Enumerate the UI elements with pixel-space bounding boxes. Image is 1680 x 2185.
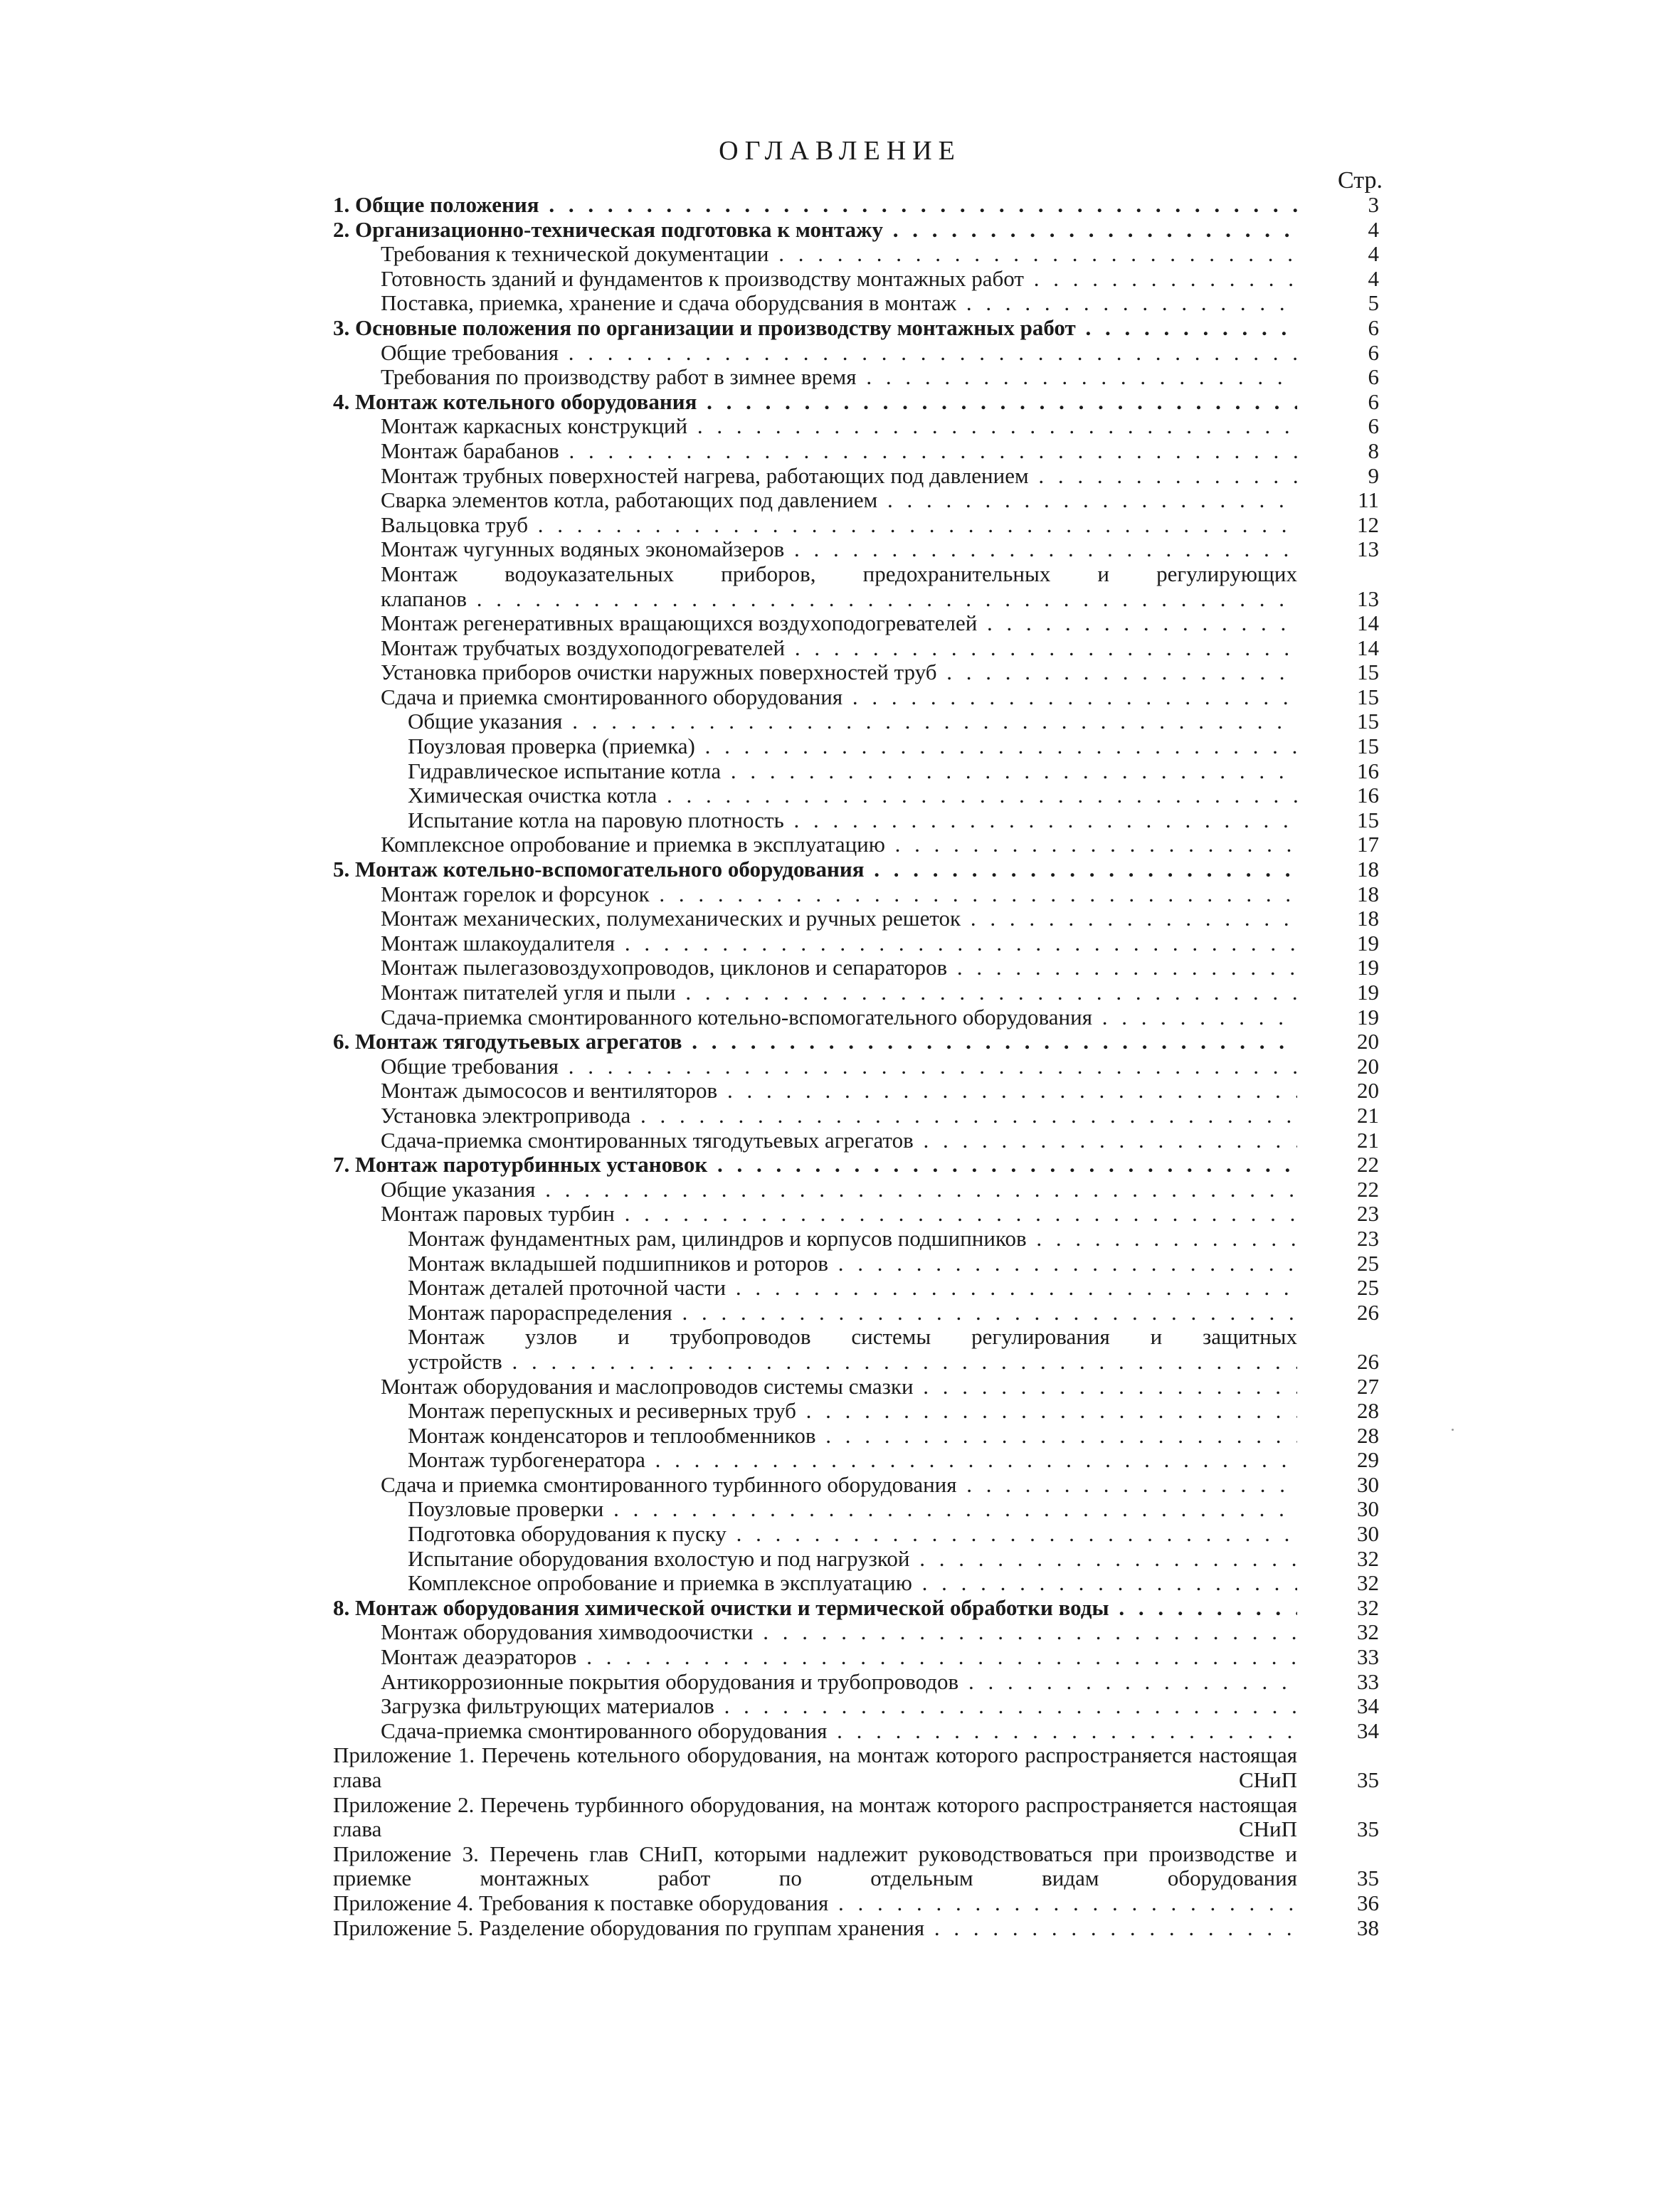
toc-entry bbox=[333, 439, 1379, 464]
toc-entry bbox=[333, 660, 1379, 685]
toc-entry-page: 18 bbox=[1357, 906, 1379, 931]
toc-entry bbox=[333, 1153, 1379, 1178]
toc-entry-title: Монтаж горелок и форсунок . . . bbox=[381, 882, 1297, 907]
toc-entry-title: Сдача-приемка смонтированного котельно-вспомогательного оборудования . . . bbox=[381, 1005, 1297, 1030]
toc-entry-title: Монтаж турбогенератора . . . bbox=[408, 1448, 1297, 1473]
toc-entry-page: 22 bbox=[1357, 1176, 1379, 1202]
toc-entry-page: 19 bbox=[1357, 955, 1379, 980]
toc-entry bbox=[333, 1399, 1379, 1424]
toc-entry-title: Монтаж шлакоудалителя . . . bbox=[381, 931, 1297, 956]
toc-entry bbox=[333, 1301, 1379, 1326]
toc-entry bbox=[333, 218, 1379, 243]
toc-entry-page: 18 bbox=[1357, 881, 1379, 906]
toc-entry bbox=[333, 390, 1379, 415]
toc-entry-page: 29 bbox=[1357, 1447, 1379, 1473]
toc-entry bbox=[333, 562, 1379, 611]
page-title: ОГЛАВЛЕНИЕ bbox=[719, 136, 961, 166]
toc-entry-title: 7. Монтаж паротурбинных установок . . . bbox=[333, 1153, 1297, 1178]
toc-entry bbox=[333, 1005, 1379, 1030]
toc-entry-title: Гидравлическое испытание котла . . . bbox=[408, 759, 1297, 784]
toc-entry-title: Монтаж пылегазовоздухопроводов, циклонов и сепараторов . . . bbox=[381, 956, 1297, 980]
toc-entry-title: Поузловая проверка (приемка) . . . bbox=[408, 734, 1297, 759]
toc-entry-title: Общие требования . . . bbox=[381, 341, 1297, 366]
toc-entry-page: 20 bbox=[1357, 1053, 1379, 1079]
toc-entry-page: 14 bbox=[1357, 635, 1379, 660]
toc-entry-title: Монтаж механических, полумеханических и ручных решеток . . . bbox=[381, 906, 1297, 931]
toc-entry bbox=[333, 685, 1379, 710]
toc-entry bbox=[333, 1448, 1379, 1473]
toc-entry bbox=[333, 1694, 1379, 1719]
toc-entry-page: 17 bbox=[1357, 832, 1379, 857]
page-column-label: Стр. bbox=[1338, 167, 1383, 194]
toc-entry-title: Приложение 1. Перечень котельного оборудования, на монтаж которого распространяется настоящая глава СНиП bbox=[333, 1743, 1297, 1792]
toc-appendix-entry bbox=[333, 1743, 1379, 1792]
toc-entry-title: Вальцовка труб . . . bbox=[381, 513, 1297, 538]
toc-appendix-entry bbox=[333, 1842, 1379, 1891]
toc-entry bbox=[333, 734, 1379, 759]
toc-entry-title: 1. Общие положения . . . bbox=[333, 193, 1297, 218]
toc-entry-page: 26 bbox=[1357, 1299, 1379, 1325]
toc-entry-title: Монтаж деталей проточной части . . . bbox=[408, 1276, 1297, 1301]
toc-appendix-entry bbox=[333, 1891, 1379, 1916]
toc-entry-title: Монтаж оборудования химводоочистки . . . bbox=[381, 1620, 1297, 1645]
toc-entry-page: 12 bbox=[1357, 512, 1379, 537]
toc-entry-page: 16 bbox=[1357, 758, 1379, 783]
toc-entry-title: Приложение 3. Перечень глав СНиП, которыми надлежит руководствоваться при производстве и приемке монтажных работ по отдельным видам оборудования bbox=[333, 1841, 1297, 1891]
toc-entry-page: 23 bbox=[1357, 1201, 1379, 1227]
toc-entry-page: 19 bbox=[1357, 1004, 1379, 1030]
toc-entry bbox=[333, 1104, 1379, 1128]
toc-entry-title: Монтаж фундаментных рам, цилиндров и корпусов подшипников . . . bbox=[408, 1227, 1297, 1252]
toc-entry-title: Сдача и приемка смонтированного турбинного оборудования . . . bbox=[381, 1473, 1297, 1498]
toc-entry-title: Монтаж перепускных и ресиверных труб . . . bbox=[408, 1399, 1297, 1424]
toc-entry bbox=[333, 1497, 1379, 1522]
toc-entry-title: Сдача-приемка смонтированных тягодутьевых агрегатов . . . bbox=[381, 1128, 1297, 1153]
toc-entry-title: Монтаж регенеративных вращающихся воздухоподогревателей . . . bbox=[381, 611, 1297, 636]
toc-entry bbox=[333, 242, 1379, 267]
toc-entry-page: 21 bbox=[1357, 1102, 1379, 1128]
toc-entry-title: Сдача и приемка смонтированного оборудования . . . bbox=[381, 685, 1297, 710]
toc-entry-title: Монтаж конденсаторов и теплообменников . . . bbox=[408, 1424, 1297, 1449]
toc-entry-page: 28 bbox=[1357, 1398, 1379, 1424]
toc-entry-page: 36 bbox=[1357, 1890, 1379, 1915]
toc-entry bbox=[333, 931, 1379, 956]
toc-entry-page: 32 bbox=[1357, 1545, 1379, 1571]
toc-entry-title: Общие указания . . . bbox=[408, 709, 1297, 734]
toc-entry-page: 35 bbox=[1357, 1767, 1379, 1792]
toc-entry-title: Сварка элементов котла, работающих под давлением . . . bbox=[381, 488, 1297, 513]
toc-entry-title: Требования к технической документации . . . bbox=[381, 242, 1297, 267]
toc-entry-page: 35 bbox=[1357, 1816, 1379, 1842]
toc-entry-page: 9 bbox=[1368, 462, 1379, 488]
toc-entry bbox=[333, 1252, 1379, 1276]
toc-entry-page: 32 bbox=[1357, 1594, 1379, 1620]
toc-entry-page: 15 bbox=[1357, 807, 1379, 832]
scan-speck bbox=[1452, 1429, 1454, 1431]
toc-entry bbox=[333, 488, 1379, 513]
toc-entry bbox=[333, 636, 1379, 661]
toc-entry-title: Монтаж деаэраторов . . . bbox=[381, 1645, 1297, 1670]
toc-entry bbox=[333, 193, 1379, 218]
toc-entry-page: 33 bbox=[1357, 1668, 1379, 1694]
toc-entry-title: Общие требования . . . bbox=[381, 1054, 1297, 1079]
toc-appendix-entry bbox=[333, 1916, 1379, 1941]
toc-entry bbox=[333, 1227, 1379, 1252]
toc-entry-title: Монтаж вкладышей подшипников и роторов . . . bbox=[408, 1252, 1297, 1276]
toc-entry-page: 15 bbox=[1357, 660, 1379, 685]
toc-entry bbox=[333, 1473, 1379, 1498]
toc-entry bbox=[333, 267, 1379, 292]
toc-entry bbox=[333, 1054, 1379, 1079]
toc-entry-page: 35 bbox=[1357, 1866, 1379, 1891]
toc-entry-title: Монтаж водоуказательных приборов, предохранительных и регулирующих клапанов . . . bbox=[381, 562, 1297, 611]
toc-entry bbox=[333, 1424, 1379, 1449]
toc-entry-title: Комплексное опробование и приемка в эксплуатацию . . . bbox=[408, 1571, 1297, 1596]
toc-entry-page: 25 bbox=[1357, 1275, 1379, 1301]
toc-entry-title: Готовность зданий и фундаментов к производству монтажных работ . . . bbox=[381, 267, 1297, 292]
toc-entry-page: 15 bbox=[1357, 709, 1379, 734]
toc-entry bbox=[333, 1128, 1379, 1153]
toc-entry-title: 4. Монтаж котельного оборудования . . . bbox=[333, 390, 1297, 415]
toc-entry-title: Монтаж трубных поверхностей нагрева, работающих под давлением . . . bbox=[381, 464, 1297, 489]
toc-entry-page: 21 bbox=[1357, 1127, 1379, 1153]
toc-entry-page: 5 bbox=[1368, 290, 1379, 316]
toc-entry-title: Антикоррозионные покрытия оборудования и трубопроводов . . . bbox=[381, 1670, 1297, 1695]
toc-entry-page: 32 bbox=[1357, 1619, 1379, 1645]
toc-entry-page: 25 bbox=[1357, 1250, 1379, 1276]
toc-entry-page: 32 bbox=[1357, 1570, 1379, 1596]
toc-entry-title: Монтаж дымососов и вентиляторов . . . bbox=[381, 1079, 1297, 1104]
toc-entry-title: Подготовка оборудования к пуску . . . bbox=[408, 1522, 1297, 1547]
toc-entry-page: 19 bbox=[1357, 930, 1379, 956]
toc-entry-title: Общие указания . . . bbox=[381, 1178, 1297, 1202]
toc-entry-page: 6 bbox=[1368, 339, 1379, 365]
toc-entry bbox=[333, 857, 1379, 882]
toc-entry-title: Приложение 4. Требования к поставке оборудования . . . bbox=[333, 1891, 1297, 1916]
toc-entry-page: 4 bbox=[1368, 241, 1379, 267]
toc-entry-title: Комплексное опробование и приемка в эксплуатацию . . . bbox=[381, 832, 1297, 857]
toc-entry bbox=[333, 1719, 1379, 1744]
toc-entry-title: Монтаж трубчатых воздухоподогревателей . . . bbox=[381, 636, 1297, 661]
toc-entry-title: Монтаж паровых турбин . . . bbox=[381, 1202, 1297, 1227]
toc-entry-page: 13 bbox=[1357, 586, 1379, 611]
toc-entry-page: 34 bbox=[1357, 1718, 1379, 1743]
toc-entry-title: 2. Организационно-техническая подготовка к монтажу . . . bbox=[333, 218, 1297, 243]
toc-entry-title: Загрузка фильтрующих материалов . . . bbox=[381, 1694, 1297, 1719]
toc-entry-title: Химическая очистка котла . . . bbox=[408, 783, 1297, 808]
toc-entry bbox=[333, 291, 1379, 316]
toc-entry bbox=[333, 464, 1379, 489]
toc-entry-page: 15 bbox=[1357, 734, 1379, 759]
toc-entry-title: 8. Монтаж оборудования химической очистки и термической обработки воды . . . bbox=[333, 1596, 1297, 1621]
toc-entry bbox=[333, 882, 1379, 907]
toc-entry bbox=[333, 1178, 1379, 1202]
toc-entry-page: 8 bbox=[1368, 438, 1379, 463]
toc-entry-page: 11 bbox=[1358, 487, 1379, 513]
toc-entry bbox=[333, 1325, 1379, 1374]
toc-entry-page: 20 bbox=[1357, 1078, 1379, 1104]
toc-entry bbox=[333, 808, 1379, 833]
toc-entry-page: 34 bbox=[1357, 1693, 1379, 1719]
toc-entry-page: 15 bbox=[1357, 684, 1379, 709]
toc-entry-title: 6. Монтаж тягодутьевых агрегатов . . . bbox=[333, 1030, 1297, 1054]
toc-entry bbox=[333, 1030, 1379, 1054]
toc-entry-title: Монтаж узлов и трубопроводов системы регулирования и защитных устройств . . . bbox=[408, 1325, 1297, 1374]
toc-entry-page: 33 bbox=[1357, 1644, 1379, 1670]
toc-entry-title: Поставка, приемка, хранение и сдача оборудсвания в монтаж . . . bbox=[381, 291, 1297, 316]
toc-appendix-entry bbox=[333, 1793, 1379, 1842]
toc-entry-page: 26 bbox=[1357, 1348, 1379, 1374]
toc-entry-title: 5. Монтаж котельно-вспомогательного оборудования . . . bbox=[333, 857, 1297, 882]
toc-entry bbox=[333, 611, 1379, 636]
toc-entry bbox=[333, 1522, 1379, 1547]
toc-entry-title: Приложение 2. Перечень турбинного оборудования, на монтаж которого распространяется настоящая глава СНиП bbox=[333, 1792, 1297, 1842]
toc-entry-page: 13 bbox=[1357, 536, 1379, 562]
toc-entry-page: 4 bbox=[1368, 265, 1379, 291]
toc-entry-title: Монтаж барабанов . . . bbox=[381, 439, 1297, 464]
toc-entry-title: Испытание оборудования вхолостую и под нагрузкой . . . bbox=[408, 1547, 1297, 1572]
toc-entry-page: 14 bbox=[1357, 610, 1379, 636]
toc-entry bbox=[333, 365, 1379, 390]
toc-entry-page: 20 bbox=[1357, 1029, 1379, 1054]
toc-entry-page: 18 bbox=[1357, 857, 1379, 882]
toc-entry bbox=[333, 1670, 1379, 1695]
toc-entry bbox=[333, 1596, 1379, 1621]
toc-entry-page: 23 bbox=[1357, 1225, 1379, 1251]
toc-entry bbox=[333, 414, 1379, 439]
toc-entry-title: Монтаж оборудования и маслопроводов системы смазки . . . bbox=[381, 1375, 1297, 1400]
toc-entry bbox=[333, 341, 1379, 366]
toc-entry-page: 6 bbox=[1368, 314, 1379, 340]
toc-entry-page: 3 bbox=[1368, 192, 1379, 217]
toc-entry bbox=[333, 759, 1379, 784]
toc-entry bbox=[333, 1571, 1379, 1596]
toc-entry bbox=[333, 832, 1379, 857]
toc-entry-title: Монтаж каркасных конструкций . . . bbox=[381, 414, 1297, 439]
toc-entry-page: 38 bbox=[1357, 1915, 1379, 1940]
toc-entry-title: Монтаж парораспределения . . . bbox=[408, 1301, 1297, 1326]
toc-entry-page: 6 bbox=[1368, 364, 1379, 390]
toc-entry-title: Монтаж чугунных водяных экономайзеров . . . bbox=[381, 537, 1297, 562]
toc-entry-title: 3. Основные положения по организации и производству монтажных работ . . . bbox=[333, 316, 1297, 341]
toc-entry-title: Приложение 5. Разделение оборудования по группам хранения . . . bbox=[333, 1916, 1297, 1941]
toc-entry-title: Установка электропривода . . . bbox=[381, 1104, 1297, 1128]
toc-entry bbox=[333, 513, 1379, 538]
toc-entry bbox=[333, 316, 1379, 341]
toc-entry bbox=[333, 1276, 1379, 1301]
toc-entry bbox=[333, 1620, 1379, 1645]
toc-entry bbox=[333, 1547, 1379, 1572]
toc-entry bbox=[333, 537, 1379, 562]
toc-entry bbox=[333, 1375, 1379, 1400]
toc-entry-page: 30 bbox=[1357, 1496, 1379, 1522]
toc-entry-title: Сдача-приемка смонтированного оборудования . . . bbox=[381, 1719, 1297, 1744]
toc-entry bbox=[333, 956, 1379, 980]
toc-entry-page: 6 bbox=[1368, 413, 1379, 439]
toc-entry bbox=[333, 1645, 1379, 1670]
toc-entry bbox=[333, 1202, 1379, 1227]
toc-entry-page: 30 bbox=[1357, 1471, 1379, 1497]
toc-entry-page: 22 bbox=[1357, 1152, 1379, 1178]
toc-entry-page: 6 bbox=[1368, 388, 1379, 414]
toc-entry bbox=[333, 1079, 1379, 1104]
table-of-contents bbox=[333, 193, 1379, 1940]
toc-entry-page: 27 bbox=[1357, 1373, 1379, 1399]
toc-entry bbox=[333, 906, 1379, 931]
toc-entry-page: 28 bbox=[1357, 1422, 1379, 1448]
toc-entry-title: Требования по производству работ в зимнее время . . . bbox=[381, 365, 1297, 390]
toc-entry bbox=[333, 980, 1379, 1005]
toc-entry-title: Установка приборов очистки наружных поверхностей труб . . . bbox=[381, 660, 1297, 685]
toc-entry bbox=[333, 783, 1379, 808]
toc-entry bbox=[333, 709, 1379, 734]
toc-entry-page: 4 bbox=[1368, 216, 1379, 242]
toc-entry-title: Монтаж питателей угля и пыли . . . bbox=[381, 980, 1297, 1005]
toc-entry-page: 19 bbox=[1357, 980, 1379, 1005]
toc-entry-page: 30 bbox=[1357, 1521, 1379, 1547]
toc-entry-title: Поузловые проверки . . . bbox=[408, 1497, 1297, 1522]
toc-entry-page: 16 bbox=[1357, 783, 1379, 808]
toc-entry-title: Испытание котла на паровую плотность . . . bbox=[408, 808, 1297, 833]
